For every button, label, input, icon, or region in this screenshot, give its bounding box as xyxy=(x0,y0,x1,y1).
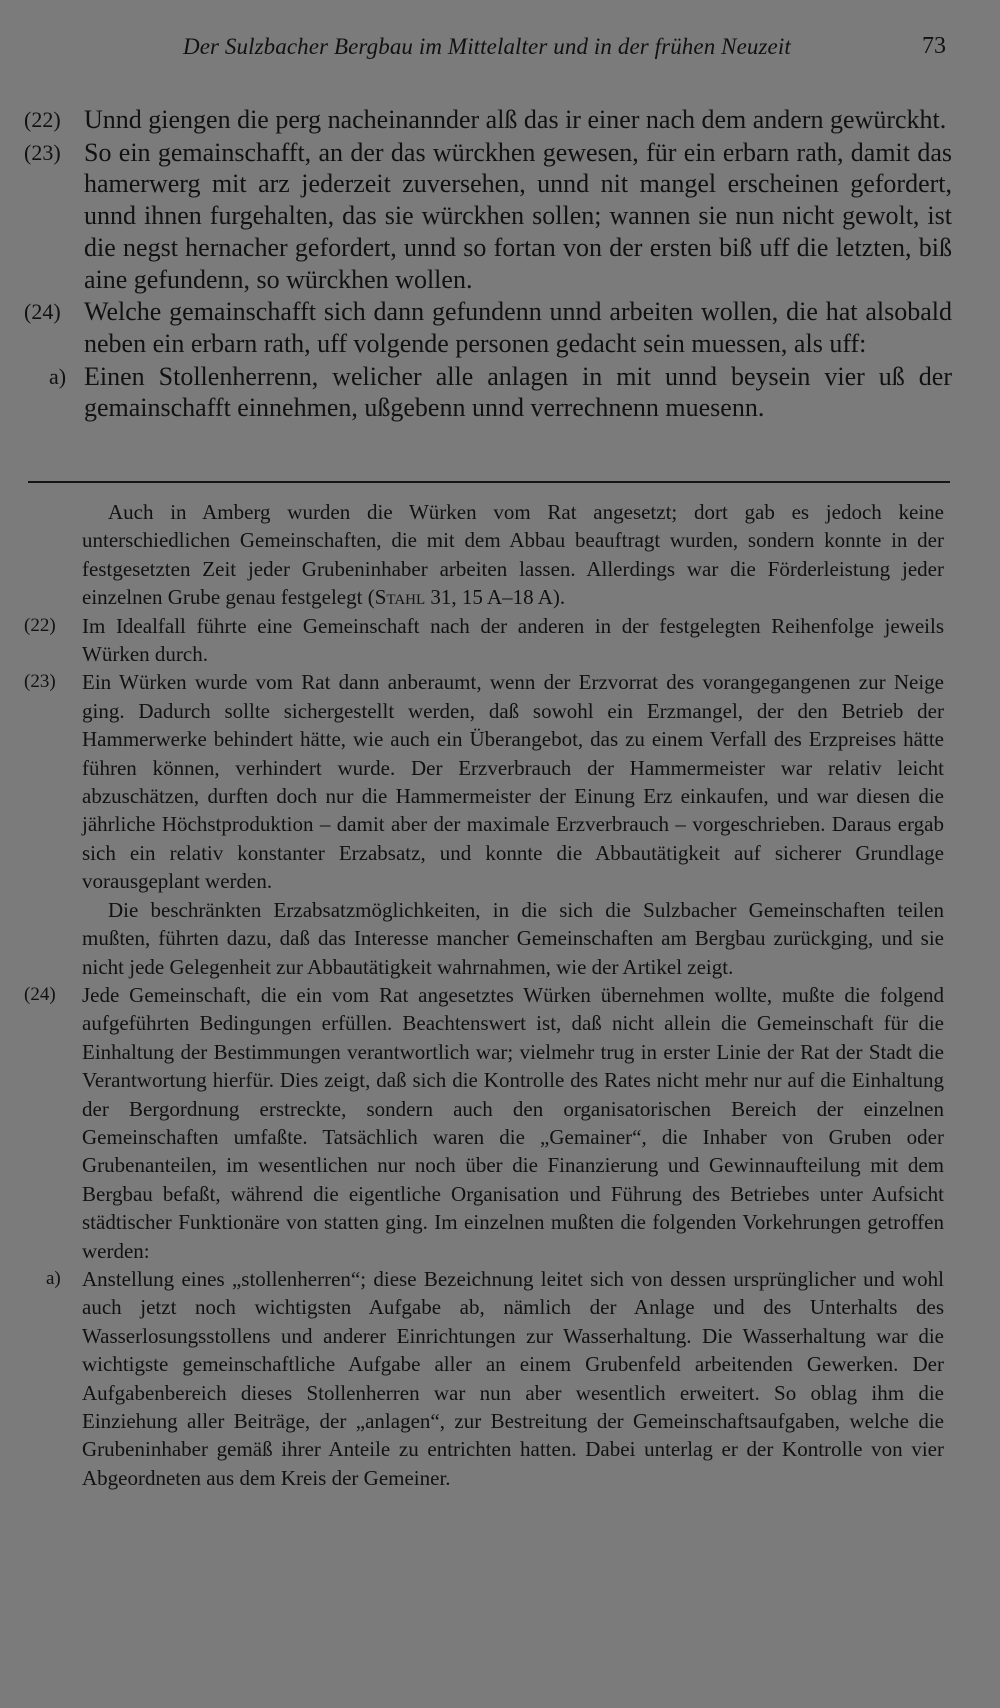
commentary-note-22 xyxy=(24,612,944,669)
commentary-text: Im Idealfall führte eine Gemeinschaft nach der anderen in der festgelegten Reihenfolge jeweils Würken durch. xyxy=(82,613,944,667)
note-number: (24) xyxy=(24,983,56,1005)
source-text-block xyxy=(24,104,952,425)
commentary-text: Jede Gemeinschaft, die ein vom Rat angesetztes Würken übernehmen wollte, mußte die folgend aufgeführten Bedingungen erfüllen. Beachtenswert ist, daß nicht allein die Gemeinschaft für die Einhaltung der Bestimmungen verantwortlich war; vielmehr trug in erster Linie der Rat der Stadt die Verantwortung hierfür. Dies zeigt, daß sich die Kontrolle des Rates nicht mehr nur auf die Einhaltung der Bergordnung erstreckte, sondern auch den organisatorischen Bereich der einzelnen Gemeinschaften umfaßte. Tatsächlich waren die „Gemainer“, die Inhaber von Gruben oder Grubenanteilen, im wesentlichen nur noch über die Finanzierung und Gewinnaufteilung mit dem Bergbau befaßt, während die eigentliche Organisation und Führung des Betriebes unter Aufsicht städtischer Funktionäre von statten ging. Im einzelnen mußten die folgenden Vorkehrungen getroffen werden: xyxy=(82,982,944,1263)
paragraph-number: a) xyxy=(49,363,67,389)
citation-author: Stahl xyxy=(374,585,426,610)
paragraph-number: (22) xyxy=(24,107,61,132)
citation-ref: 31, 15 A–18 A). xyxy=(425,585,566,610)
paragraph-text: Einen Stollenherrenn, welicher alle anlagen in mit unnd beysein vier uß der gemainschafft einnehmen, ußgebenn unnd verrechnenn muesenn. xyxy=(84,361,952,423)
paragraph-text: Welche gemainschafft sich dann gefundenn unnd arbeiten wollen, die hat alsobald neben ein erbarn rath, uff volgende personen gedacht sein muessen, als uff: xyxy=(84,297,952,358)
commentary-text: Ein Würken wurde vom Rat dann anberaumt, wenn der Erzvorrat des vorangegangenen zur Neige ging. Dadurch sollte sichergestellt werden, daß sowohl ein Erzmangel, der den Betrieb der Hammerwerke behindert hätte, wie auch ein Überangebot, das zu einem Verfall des Erzpreises hätte führen können, verhindert wurde. Der Erzverbrauch der Hammermeister war relativ leicht abzuschätzen, durften doch nur die Hammermeister der Einung Erz einkaufen, und war diesen die jährliche Höchstproduktion – damit aber der maximale Erzverbrauch – vorgeschrieben. Daraus ergab sich ein relativ konstanter Erzabsatz, und konnte die Abbautätigkeit auf sicherer Grundlage vorausgeplant werden. xyxy=(82,670,944,894)
paragraph-text: So ein gemainschafft, an der das würckhen gewesen, für ein erbarn rath, damit das hamerwerg mit arz jederzeit zuversehen, unnd nit mangel erscheinen gefordert, unnd ihnen furgehalten, das sie würckhen sollen; wannen sie nun nicht gewolt, ist die negst hernacher gefordert, unnd so fortan von der ersten biß uff die letzten, biß aine gefundenn, so würckhen wollen. xyxy=(84,137,952,294)
paragraph-text: Unnd giengen die perg nacheinannder alß das ir einer nach dem andern gewürckht. xyxy=(84,105,947,134)
commentary-intro xyxy=(24,498,944,612)
paragraph-number: (24) xyxy=(24,299,61,325)
section-divider xyxy=(28,481,950,483)
commentary-text: Die beschränkten Erzabsatzmöglichkeiten, in die sich die Sulzbacher Gemeinschaften teilen mußten, führten dazu, daß das Interesse mancher Gemeinschaften am Bergbau zurückging, und sie nicht jede Gelegenheit zur Abbautätigkeit wahrnahmen, wie der Artikel zeigt. xyxy=(82,897,944,979)
source-paragraph-24a xyxy=(24,361,952,424)
note-number: a) xyxy=(46,1267,61,1289)
paragraph-number: (23) xyxy=(24,139,61,165)
commentary-block xyxy=(24,498,944,1492)
commentary-text: Auch in Amberg wurden die Würken vom Rat angesetzt; dort gab es jedoch keine unterschiedlichen Gemeinschaften, die mit dem Abbau beauftragt wurden, sondern konnte in der festgesetzten Zeit jeder Grubeninhaber arbeiten lassen. Allerdings war die Förderleistung jeder einzelnen Grube genau festgelegt ( xyxy=(82,500,944,610)
note-number: (23) xyxy=(24,671,56,693)
running-head xyxy=(0,30,1000,66)
commentary-text: Anstellung eines „stollenherren“; diese Bezeichnung leitet sich von dessen ursprünglicher und wohl auch jetzt noch wichtigsten Aufgabe ab, nämlich der Anlage und des Unterhalts des Wasserlosungsstollens und anderer Einrichtungen zur Wasserhaltung. Die Wasserhaltung war die wichtigste gemeinschaftliche Aufgabe aller an einem Grubenfeld arbeitenden Gewerken. Der Aufgabenbereich dieses Stollenherren war nun aber wesentlich erweitert. So oblag ihm die Einziehung aller Beiträge, der „anlagen“, zur Bestreitung der Gemeinschaftsaufgaben, welche die Grubeninhaber gemäß ihrer Anteile zu entrichten hatten. Dabei unterlag er der Kontrolle von vier Abgeordneten aus dem Kreis der Gemeiner. xyxy=(82,1266,944,1490)
page-number: 73 xyxy=(922,33,946,59)
commentary-note-23-continued xyxy=(24,896,944,981)
source-paragraph-24 xyxy=(24,296,952,359)
commentary-note-24 xyxy=(24,981,944,1265)
note-number: (22) xyxy=(24,614,56,636)
source-paragraph-22 xyxy=(24,104,952,136)
commentary-note-24a xyxy=(24,1265,944,1492)
running-title: Der Sulzbacher Bergbau im Mittelalter und in der frühen Neuzeit xyxy=(183,34,791,59)
source-paragraph-23 xyxy=(24,137,952,296)
commentary-note-23 xyxy=(24,668,944,895)
